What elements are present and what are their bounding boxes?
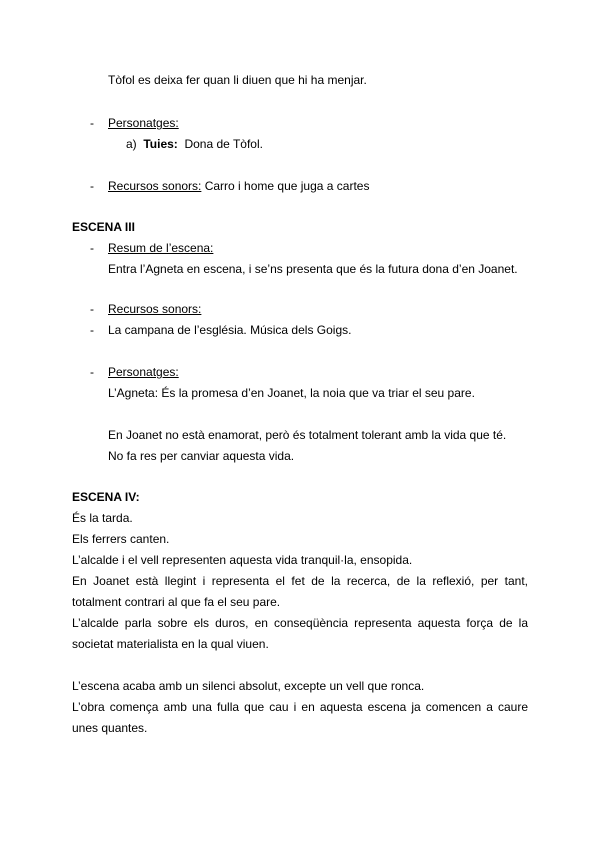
campana-text: La campana de l’església. Música dels Goigs. [108, 323, 352, 337]
paragraph-line: L’alcalde parla sobre els duros, en conseqüència representa aquesta força de la [72, 616, 528, 630]
personatges-item [126, 137, 263, 151]
list-dash: - [90, 116, 94, 130]
list-dash: - [90, 323, 94, 337]
recursos-label: Recursos sonors: [108, 302, 202, 316]
personatges-label: Personatges: [108, 365, 179, 379]
intro-line: Tòfol es deixa fer quan li diuen que hi ha menjar. [108, 73, 367, 87]
paragraph-line: unes quantes. [72, 721, 148, 735]
paragraph-line: totalment contrari al que fa el seu pare. [72, 595, 281, 609]
list-dash: - [90, 365, 94, 379]
item-text: Dona de Tòfol. [184, 137, 263, 151]
personatges-label: Personatges: [108, 116, 179, 130]
paragraph-line: L’obra comença amb una fulla que cau i en aquesta escena ja comencen a caure [72, 700, 528, 714]
item-marker: a) [126, 137, 137, 151]
paragraph-line: societat materialista en la qual viuen. [72, 637, 269, 651]
recursos-line [108, 179, 369, 193]
paragraph-line: Els ferrers canten. [72, 532, 170, 546]
recursos-text: Carro i home que juga a cartes [204, 179, 370, 193]
escena4-heading: ESCENA IV: [72, 490, 140, 504]
resum-text: Entra l’Agneta en escena, i se’ns presenta que és la futura dona d’en Joanet. [108, 262, 518, 276]
escena3-heading: ESCENA III [72, 220, 135, 234]
agneta-text: L’Agneta: És la promesa d’en Joanet, la noia que va triar el seu pare. [108, 386, 475, 400]
list-dash: - [90, 241, 94, 255]
paragraph-line: En Joanet està llegint i representa el fet de la recerca, de la reflexió, per tant, [72, 574, 528, 588]
paragraph-line: És la tarda. [72, 511, 133, 525]
resum-label: Resum de l’escena: [108, 241, 214, 255]
list-dash: - [90, 179, 94, 193]
item-name: Tuies: [143, 137, 178, 151]
joanet-line: No fa res per canviar aquesta vida. [108, 449, 295, 463]
recursos-label: Recursos sonors: [108, 179, 202, 193]
paragraph-line: L’escena acaba amb un silenci absolut, excepte un vell que ronca. [72, 679, 425, 693]
paragraph-line: L’alcalde i el vell representen aquesta vida tranquil·la, ensopida. [72, 553, 413, 567]
joanet-line: En Joanet no està enamorat, però és totalment tolerant amb la vida que té. [108, 428, 507, 442]
list-dash: - [90, 302, 94, 316]
